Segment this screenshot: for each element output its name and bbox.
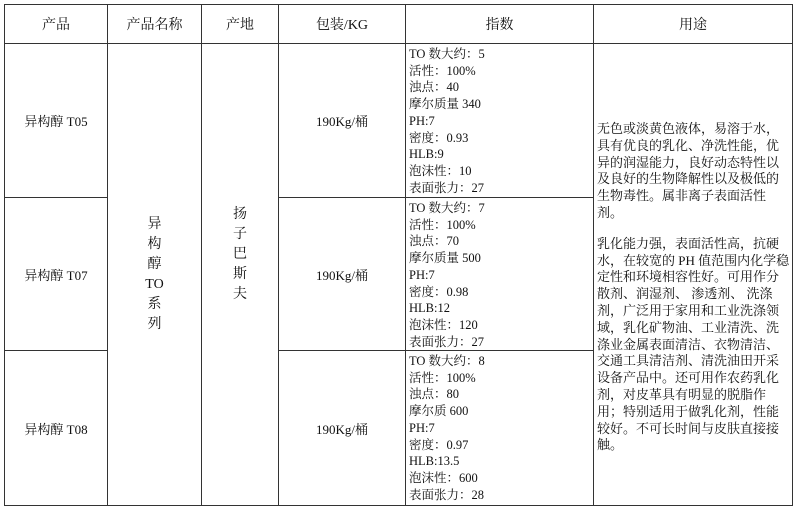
package-cell: 190Kg/桶 bbox=[278, 43, 406, 198]
char: 子 bbox=[233, 226, 247, 242]
index-line: 活性：100% bbox=[409, 370, 476, 385]
char: TO bbox=[145, 276, 164, 292]
index-line: 密度：0.97 bbox=[409, 437, 469, 452]
index-line: 泡沫性：600 bbox=[409, 470, 478, 485]
index-line: 摩尔质量 500 bbox=[409, 251, 481, 266]
index-line: 泡沫性：10 bbox=[409, 163, 472, 178]
usage-cell bbox=[593, 43, 793, 506]
index-line: 活性：100% bbox=[409, 63, 476, 78]
header-origin: 产地 bbox=[201, 4, 279, 44]
char: 醇 bbox=[147, 256, 162, 272]
char: 构 bbox=[147, 236, 162, 252]
package-cell: 190Kg/桶 bbox=[278, 350, 406, 506]
index-line: HLB:9 bbox=[409, 147, 444, 162]
header-product: 产品 bbox=[4, 4, 108, 44]
char: 列 bbox=[147, 316, 162, 332]
index-line: 表面张力：27 bbox=[409, 334, 485, 349]
header-package: 包装/KG bbox=[278, 4, 406, 44]
usage-paragraph: 无色或淡黄色液体，易溶于水，具有优良的乳化、净洗性能，优异的润湿能力，良好动态特性以及良好的生物降解性以及极低的生物毒性。属非离子表面活性剂。 bbox=[597, 121, 780, 220]
index-line: 密度：0.98 bbox=[409, 284, 469, 299]
header-usage: 用途 bbox=[593, 4, 793, 44]
product-cell: 异构醇 T07 bbox=[4, 197, 108, 351]
index-line: PH:7 bbox=[409, 267, 435, 282]
origin-cell bbox=[201, 43, 279, 506]
index-line: 浊点：80 bbox=[409, 387, 460, 402]
index-line: 密度：0.93 bbox=[409, 130, 469, 145]
indices-cell bbox=[405, 43, 594, 198]
char: 扬 bbox=[233, 206, 247, 222]
index-line: 表面张力：28 bbox=[409, 487, 485, 502]
indices-cell bbox=[405, 197, 594, 351]
header-product-name: 产品名称 bbox=[107, 4, 202, 44]
index-line: TO 数大约：7 bbox=[409, 201, 485, 215]
index-line: 活性：100% bbox=[409, 217, 476, 232]
product-cell: 异构醇 T08 bbox=[4, 350, 108, 506]
index-line: 浊点：40 bbox=[409, 80, 460, 95]
product-name-cell bbox=[107, 43, 202, 506]
index-line: 泡沫性：120 bbox=[409, 317, 478, 332]
header-indices: 指数 bbox=[405, 4, 594, 44]
package-cell: 190Kg/桶 bbox=[278, 197, 406, 351]
char: 夫 bbox=[233, 286, 247, 302]
usage-paragraph: 乳化能力强，表面活性高，抗硬水，在较宽的 PH 值范围内化学稳定性和环境相容性好。可用作分散剂、润湿剂、 渗透剂、 洗涤剂，广泛用于家用和工业洗涤领域，乳化矿物油、工业清洗、洗涤业金属表面清洁、衣物清洁、交通工具清洁剂、清洗油田开采设备产品中。还可用作农药乳化剂，对皮革具有明显的脱脂作用；特别适用于做乳化剂，性能较好。不可长时间与皮肤直接接触。 bbox=[597, 235, 790, 453]
index-line: HLB:12 bbox=[409, 301, 450, 316]
index-line: 浊点：70 bbox=[409, 234, 460, 249]
index-line: HLB:13.5 bbox=[409, 454, 460, 469]
char: 系 bbox=[147, 296, 162, 312]
index-line: TO 数大约：8 bbox=[409, 354, 485, 368]
index-line: TO 数大约：5 bbox=[409, 47, 485, 61]
index-line: 表面张力：27 bbox=[409, 180, 485, 195]
indices-cell bbox=[405, 350, 594, 506]
char: 异 bbox=[147, 216, 162, 232]
product-cell: 异构醇 T05 bbox=[4, 43, 108, 198]
char: 巴 bbox=[233, 246, 247, 262]
char: 斯 bbox=[233, 266, 247, 282]
index-line: 摩尔质量 340 bbox=[409, 97, 481, 112]
index-line: 摩尔质 600 bbox=[409, 404, 469, 419]
index-line: PH:7 bbox=[409, 113, 435, 128]
index-line: PH:7 bbox=[409, 420, 435, 435]
